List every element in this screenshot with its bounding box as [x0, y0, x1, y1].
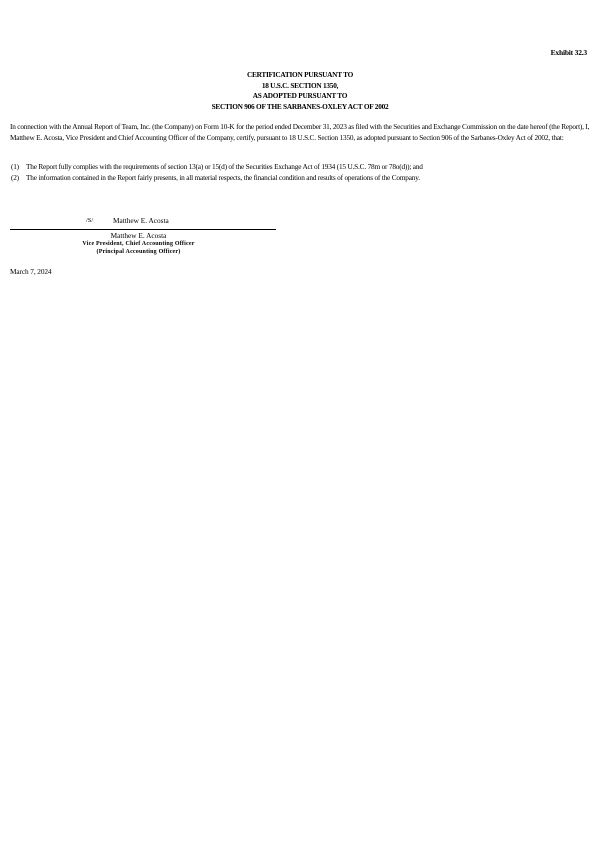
signer-details: [5, 231, 272, 256]
title-line-3: AS ADOPTED PURSUANT TO: [252, 91, 348, 100]
title-line-4: SECTION 906 OF THE SARBANES-OXLEY ACT OF 2002: [211, 101, 389, 111]
printed-name: Matthew E. Acosta: [110, 231, 167, 240]
signature-date: March 7, 2024: [10, 267, 52, 276]
signature-rule: [10, 229, 276, 230]
list-item-text: The information contained in the Report fairly presents, in all material respects, the financial condition and results of operations of the Company.: [26, 173, 420, 182]
list-item-number: (1): [11, 162, 19, 171]
signer-title: Vice President, Chief Accounting Officer: [82, 241, 195, 247]
certification-title: [0, 70, 600, 112]
signature-slash: /S/: [86, 217, 94, 224]
signature-block: [10, 216, 277, 256]
list-item-number: (2): [11, 173, 19, 182]
signer-subtitle: (Principal Accounting Officer): [96, 249, 181, 255]
intro-paragraph: In connection with the Annual Report of Team, Inc. (the Company) on Form 10-K for the period ended December 31, 2023 as filed with the Securities and Exchange Commission on the date hereof (the Report), I, Matthew E. Acosta, Vice President and Chief Accounting Officer of the Company, certify, pursuant to 18 U.S.C. Section 1350, as adopted pursuant to Section 906 of the Sarbanes-Oxley Act of 2002, that:: [10, 122, 590, 142]
list-item: [10, 161, 590, 172]
list-item: [10, 172, 590, 183]
certification-list: [10, 161, 590, 183]
exhibit-label: Exhibit 32.3: [550, 48, 587, 57]
title-line-1: CERTIFICATION PURSUANT TO: [246, 70, 354, 79]
title-line-2: 18 U.S.C. SECTION 1350,: [261, 80, 339, 90]
signature-line: [10, 216, 277, 227]
signed-name: Matthew E. Acosta: [113, 216, 169, 225]
list-item-text: The Report fully complies with the requirements of section 13(a) or 15(d) of the Securities Exchange Act of 1934 (15 U.S.C. 78m or 78o(d)); and: [26, 162, 423, 171]
